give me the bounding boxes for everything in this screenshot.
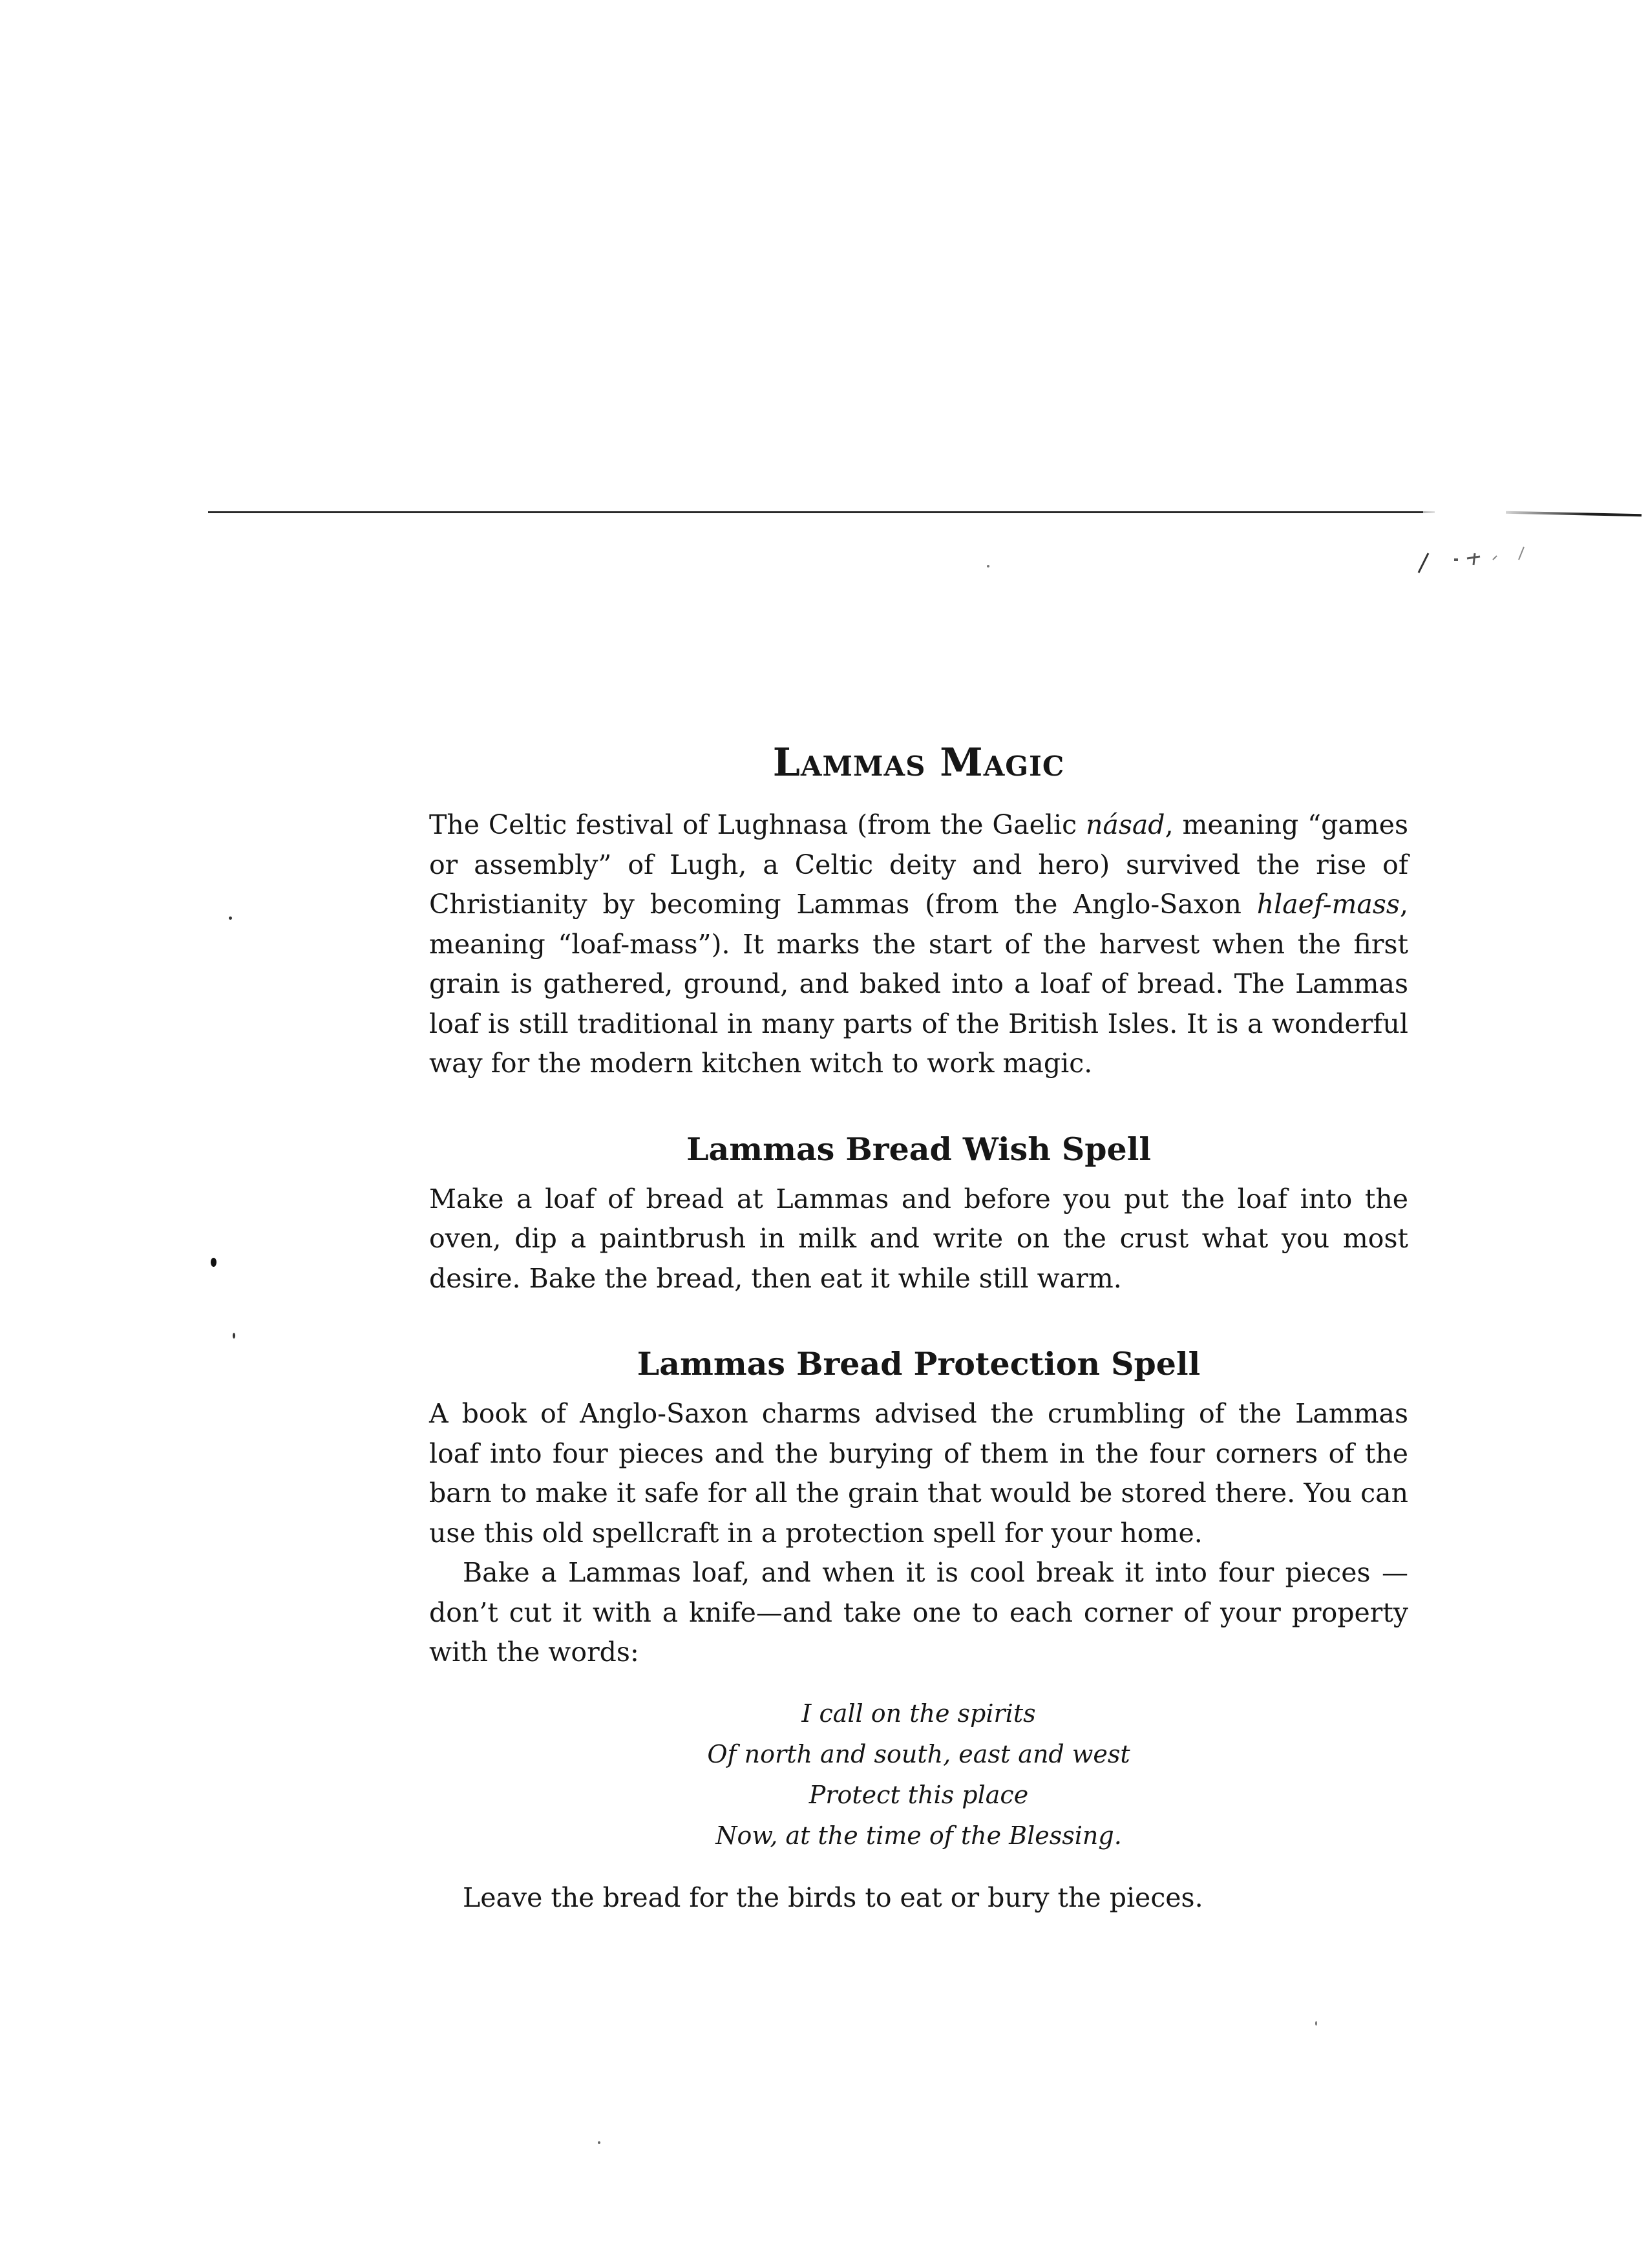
intro-text: The Celtic festival of Lughnasa (from the Gaelic bbox=[429, 809, 1086, 840]
scan-rule-line bbox=[208, 511, 1423, 513]
section-protection-spell bbox=[429, 1342, 1408, 1918]
intro-text: , meaning “games or assembly” of Lugh, a Celtic deity and hero) survived the rise of Christianity by becoming Lammas (from the Anglo-Saxon bbox=[429, 809, 1408, 920]
scan-speck bbox=[233, 1333, 235, 1339]
verse-line: I call on the spirits bbox=[801, 1699, 1036, 1728]
scan-speck bbox=[1315, 2021, 1317, 2026]
intro-text: , meaning “loaf-mass”). It marks the start of the harvest when the first grain is gathered, ground, and baked into a loaf of bread. The Lammas loaf is still traditional in many parts of the British Isles. It is a wonderful way for the modern kitchen witch to work magic. bbox=[429, 889, 1408, 1079]
section-heading: Lammas Bread Protection Spell bbox=[637, 1345, 1201, 1383]
intro-term-hlaef-mass: hlaef-mass bbox=[1256, 889, 1400, 920]
scan-speck bbox=[987, 565, 989, 567]
intro-term-nasad: násad bbox=[1085, 809, 1165, 840]
verse-line: Protect this place bbox=[808, 1780, 1029, 1809]
scan-speck bbox=[211, 1258, 217, 1267]
section-wish-spell bbox=[429, 1128, 1408, 1299]
verse-line: Now, at the time of the Blessing. bbox=[715, 1821, 1122, 1850]
section-paragraph: A book of Anglo-Saxon charms advised the crumbling of the Lammas loaf into four pieces and the burying of them in the four corners of the barn to make it safe for all the grain that would be stored there. You can use this old spellcraft in a protection spell for your home. bbox=[429, 1398, 1408, 1549]
incantation-verse bbox=[429, 1693, 1408, 1856]
closing-paragraph: Leave the bread for the birds to eat or bury the pieces. bbox=[463, 1881, 1203, 1913]
section-heading: Lammas Bread Wish Spell bbox=[686, 1130, 1151, 1168]
intro-paragraph bbox=[429, 805, 1408, 1084]
scan-speck bbox=[229, 917, 232, 920]
section-paragraph: Make a loaf of bread at Lammas and before you put the loaf into the oven, dip a paintbrush in milk and write on the crust what you most desire. Bake the bread, then eat it while still warm. bbox=[429, 1183, 1408, 1294]
scan-speck bbox=[598, 2141, 600, 2144]
section-paragraph: Bake a Lammas loaf, and when it is cool break it into four pieces — don’t cut it with a knife—and take one to each corner of your property with the words: bbox=[429, 1557, 1408, 1668]
scan-pencil-marks bbox=[1415, 540, 1545, 579]
page-body bbox=[429, 737, 1408, 1918]
scan-rule-right-fragment bbox=[1506, 511, 1642, 516]
scan-rule-fade bbox=[1383, 511, 1435, 513]
verse-line: Of north and south, east and west bbox=[707, 1739, 1130, 1768]
chapter-title: Lammas Magic bbox=[772, 740, 1065, 785]
